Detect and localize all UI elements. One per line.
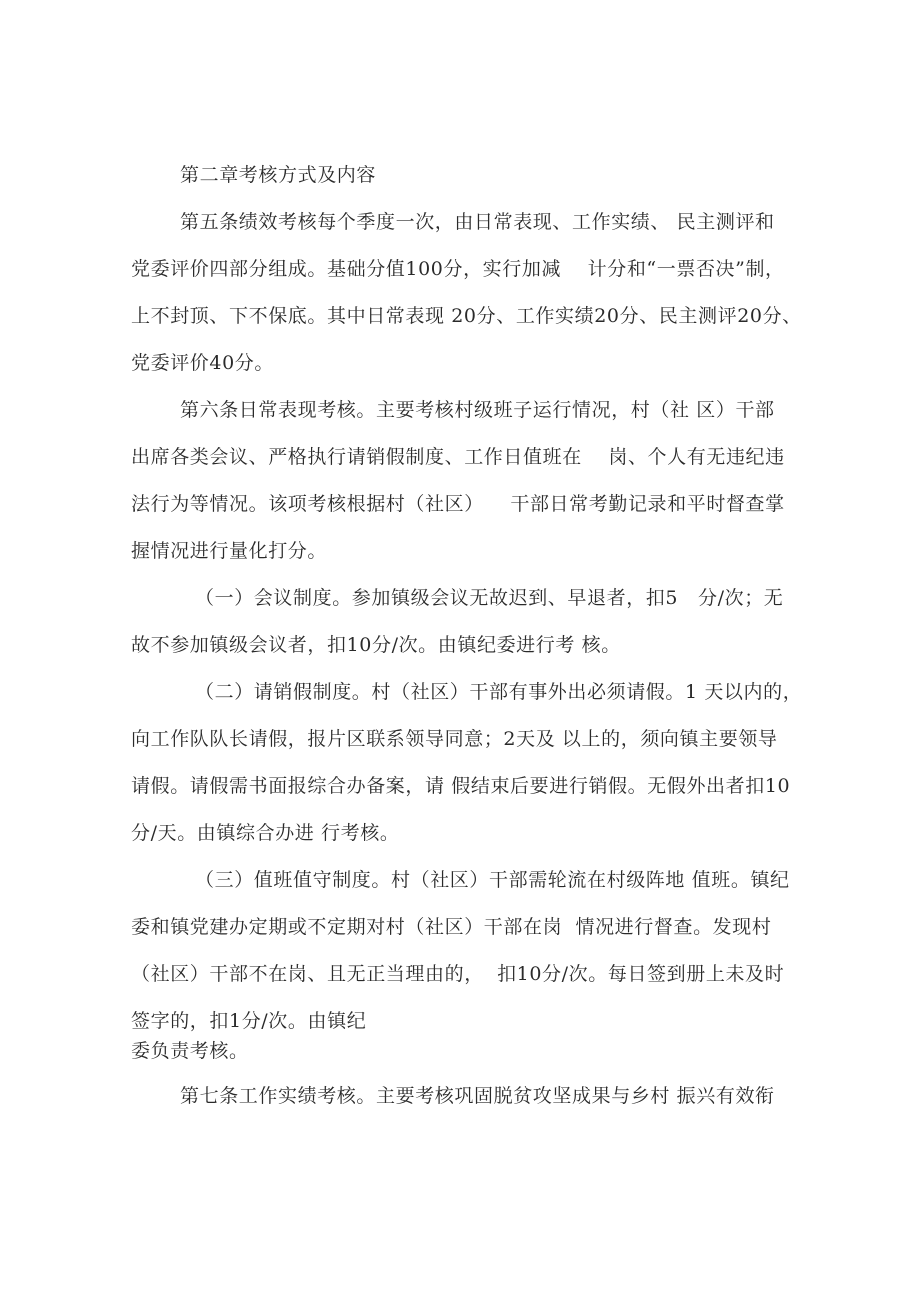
text-line: 委和镇党建办定期或不定期对村（社区）干部在岗 情况进行督查。发现村 xyxy=(131,916,772,938)
text-line: 党委评价四部分组成。基础分值100分，实行加减 计分和“一票否决”制， xyxy=(131,258,785,280)
text-line: 第五条绩效考核每个季度一次，由日常表现、工作实绩、 民主测评和 xyxy=(180,211,775,233)
chapter-title: 第二章考核方式及内容 xyxy=(180,164,377,186)
text-line: 向工作队队长请假，报片区联系领导同意；2天及 以上的，须向镇主要领导 xyxy=(131,728,778,750)
text-line: （社区）干部不在岗、且无正当理由的， 扣10分/次。每日签到册上未及时 xyxy=(131,963,785,985)
text-line: 签字的，扣1分/次。由镇纪 xyxy=(131,1010,367,1032)
text-line: 上不封顶、下不保底。其中日常表现 20分、工作实绩20分、民主测评20分、 xyxy=(131,305,802,327)
text-line: （三）值班值守制度。村（社区）干部需轮流在村级阵地 值班。镇纪 xyxy=(195,869,790,891)
text-line: 握情况进行量化打分。 xyxy=(131,540,328,562)
text-line: 第六条日常表现考核。主要考核村级班子运行情况，村（社 区）干部 xyxy=(180,399,775,421)
text-line: 法行为等情况。该项考核根据村（社区） 干部日常考勤记录和平时督查掌 xyxy=(131,493,785,515)
text-line: 第七条工作实绩考核。主要考核巩固脱贫攻坚成果与乡村 振兴有效衔 xyxy=(180,1085,775,1107)
text-line: 故不参加镇级会议者，扣10分/次。由镇纪委进行考 核。 xyxy=(131,634,621,656)
text-line: 委负责考核。 xyxy=(131,1040,249,1062)
text-line: 出席各类会议、严格执行请销假制度、工作日值班在 岗、个人有无违纪违 xyxy=(131,446,785,468)
text-line: 请假。请假需书面报综合办备案，请 假结束后要进行销假。无假外出者扣10 xyxy=(131,775,791,797)
text-line: 分/天。由镇综合办进 行考核。 xyxy=(131,822,400,844)
text-line: 党委评价40分。 xyxy=(131,352,274,374)
text-line: （二）请销假制度。村（社区）干部有事外出必须请假。1 天以内的， xyxy=(195,681,803,703)
text-line: （一）会议制度。参加镇级会议无故迟到、早退者，扣5 分/次；无 xyxy=(195,587,784,609)
